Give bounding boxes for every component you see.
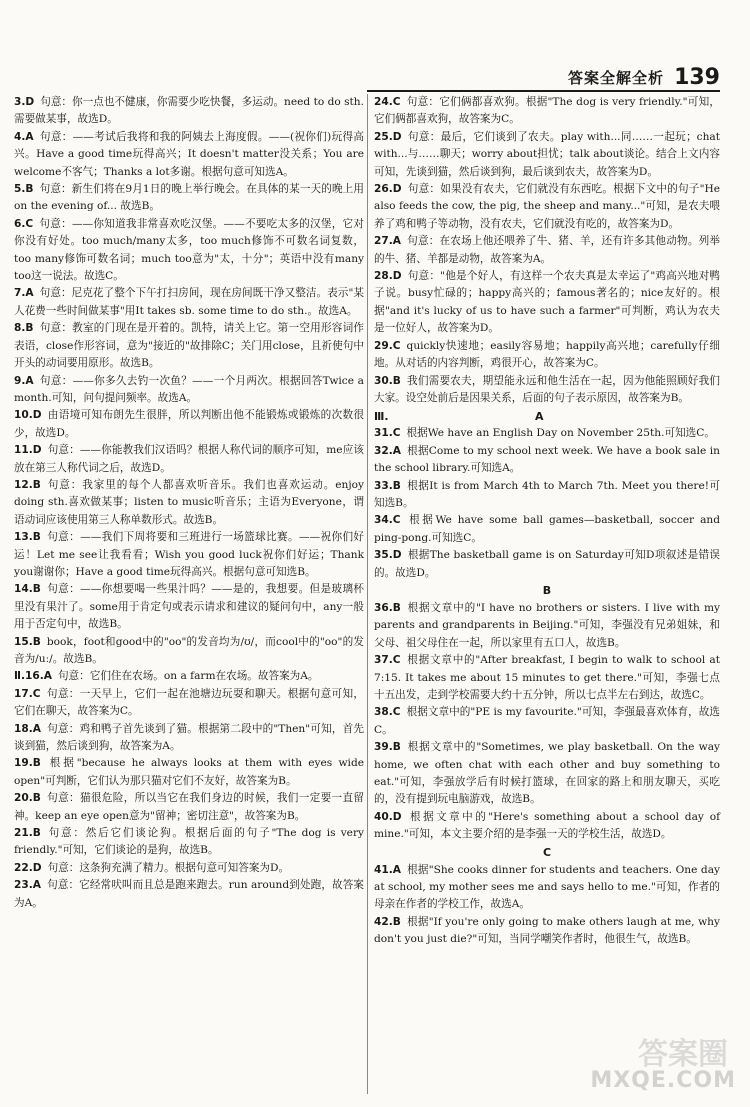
left-column xyxy=(14,94,364,912)
answer-text: 我们需要农夫，期望能永远和他生活在一起，因为他能照顾好我们大家。设空处前后是因果关系，后面的句子表示原因，故答案为B。 xyxy=(374,374,720,404)
answer-entry xyxy=(374,233,720,268)
answer-text: 根据"She cooks dinner for students and teachers. One day at school, my mother sees me and says hello to me."可知，作者的母亲在作者的学校工作，故选A。 xyxy=(374,863,720,911)
sub-heading: B xyxy=(542,583,552,597)
answer-entry xyxy=(14,686,364,721)
answer-text: 句意：它经常吠叫而且总是跑来跑去。run around到处跑，故答案为A。 xyxy=(14,879,364,909)
section-heading xyxy=(374,407,720,425)
answer-entry xyxy=(14,581,364,633)
answer-entry xyxy=(14,529,364,581)
answer-entry xyxy=(374,809,720,844)
answer-text: 根据We have some ball games—basketball, soccer and ping-pong.可知选C。 xyxy=(374,514,720,544)
answer-entry xyxy=(374,652,720,704)
answer-number: 40.D xyxy=(374,810,402,823)
answer-number: 37.C xyxy=(374,654,401,667)
answer-number: 38.C xyxy=(374,706,401,719)
answer-number: 4.A xyxy=(14,130,34,143)
right-column xyxy=(374,94,720,949)
answer-number: 13.B xyxy=(14,531,41,544)
answer-text: 根据"because he always looks at them with eyes wide open"可判断，它们认为那只猫对它们不友好，故答案为B。 xyxy=(14,757,364,787)
answer-text: 句意：在农场上他还喂养了牛、猪、羊，还有许多其他动物。列举的牛、猪、羊都是动物，故答案为A。 xyxy=(374,235,720,265)
page-number: 139 xyxy=(674,64,720,90)
answer-entry xyxy=(14,442,364,477)
answer-text: 句意：——你能教我们汉语吗？根据人称代词的顺序可知，me应该放在第三人称代词之后，故选D。 xyxy=(14,444,364,474)
answer-text: 句意：——考试后我将和我的阿姨去上海度假。——(祝你们)玩得高兴。Have a good time玩得高兴；It doesn't matter没关系；You are welcome不客气；Thanks a lot多谢。根据句意可知选A。 xyxy=(14,130,364,178)
answer-text: 句意：教室的门现在是开着的。凯特，请关上它。第一空用形容词作表语，close作形容词，意为"接近的"故排除C；关门用close，且祈使句中开头的动词要用原形。故选B。 xyxy=(14,322,364,370)
answer-text: 根据文章中的"I have no brothers or sisters. I live with my parents and grandparents in Beijing."可知，李强没有兄弟姐妹，和父母、祖父母住在一起，所以家里有五口人，故选B。 xyxy=(374,601,720,649)
answer-entry xyxy=(374,338,720,373)
answer-entry xyxy=(374,373,720,408)
answer-number: 30.B xyxy=(374,374,401,387)
answer-number: 10.D xyxy=(14,409,42,422)
answer-number: 21.B xyxy=(14,827,41,840)
answer-text: 句意：你一点也不健康，你需要少吃快餐，多运动。need to do sth.需要做某事，故选D。 xyxy=(14,96,364,126)
answer-text: 根据The basketball game is on Saturday可知D项叙述是错误的。故选D。 xyxy=(374,549,720,579)
answer-text: 根据文章中的"After breakfast, I begin to walk to school at 7:15. It takes me about 15 minutes to get there."可知，李强七点十五出发，走到学校需要大约十五分钟，所以七点半左右到达，故选C。 xyxy=(374,654,720,701)
answer-text: quickly快速地；easily容易地；happily高兴地；carefully仔细地。从对话的内容判断，鸡很开心，故答案为C。 xyxy=(374,339,720,370)
answer-text: 根据Come to my school next week. We have a book sale in the school library.可知选A。 xyxy=(374,444,720,475)
answer-text: 句意：——你多久去钓一次鱼？——一个月两次。根据回答Twice a month.可知，问句提问频率。故选A。 xyxy=(14,374,364,404)
answer-text: book，foot和good中的"oo"的发音均为/ʊ/，而cool中的"oo"的发音为/uː/。故选B。 xyxy=(14,635,364,665)
answer-number: 5.B xyxy=(14,183,34,196)
answer-number: 26.D xyxy=(374,183,402,196)
answer-entry xyxy=(374,547,720,582)
answer-number: 20.B xyxy=(14,792,41,805)
answer-number: Ⅱ.16.A xyxy=(14,670,52,683)
answer-entry xyxy=(14,825,364,860)
answer-text: 句意：尼克花了整个下午打扫房间，现在房间既干净又整洁。表示"某人花费一些时间做某事"用It takes sb. some time to do sth.。故选A。 xyxy=(14,287,364,317)
answer-number: 3.D xyxy=(14,96,35,108)
answer-entry xyxy=(14,129,364,181)
answer-entry xyxy=(14,407,364,442)
answer-number: 22.D xyxy=(14,861,42,874)
answer-entry xyxy=(14,181,364,216)
answer-number: 35.D xyxy=(374,549,402,562)
page-header xyxy=(380,62,720,92)
answer-number: 23.A xyxy=(14,879,41,892)
header-title: 答案全解全析 xyxy=(568,68,665,87)
answer-number: 36.B xyxy=(374,601,401,614)
answer-entry xyxy=(374,478,720,513)
answer-number: 7.A xyxy=(14,287,34,300)
answer-entry xyxy=(374,425,720,442)
answer-number: 27.A xyxy=(374,235,401,248)
column-divider xyxy=(367,94,368,1094)
answer-entry xyxy=(374,268,720,338)
answer-text: 句意：鸡和鸭子首先谈到了猫。根据第二段中的"Then"可知，首先谈到猫，然后谈到狗，故答案为A。 xyxy=(14,722,364,753)
answer-text: 由语境可知布朗先生很胖，所以判断出他不能锻炼或锻炼的次数很少，故选D。 xyxy=(14,409,364,439)
section-number: Ⅲ. xyxy=(374,409,389,423)
answer-text: 句意：——我们下周将要和三班进行一场篮球比赛。——祝你们好运！Let me see让我看看；Wish you good luck祝你们好运；Thank you谢谢你；Have a good time玩得高兴。根据句意可知选B。 xyxy=(14,531,364,578)
answer-entry xyxy=(14,94,364,129)
answer-entry xyxy=(14,668,364,685)
answer-entry xyxy=(14,477,364,529)
answer-text: 句意："他是个好人，有这样一个农夫真是太幸运了"鸡高兴地对鸭子说。busy忙碌的；happy高兴的；famous著名的；nice友好的。根据"and it's lucky of us to have such a farmer"可判断，鸡认为农夫是一位好人，故答案为D。 xyxy=(374,270,720,335)
answer-entry xyxy=(374,739,720,809)
answer-entry xyxy=(14,877,364,912)
answer-number: 41.A xyxy=(374,863,401,876)
answer-entry xyxy=(14,755,364,790)
answer-number: 12.B xyxy=(14,478,41,491)
answer-number: 42.B xyxy=(374,915,401,928)
answer-entry xyxy=(14,285,364,320)
answer-text: 根据文章中的"Sometimes, we play basketball. On the way home, we often chat with each other and buy something to eat."可知，李强放学后有时候打篮球，在回家的路上和朋友聊天，买吃的，没有提到玩电脑游戏，故选B。 xyxy=(374,741,720,806)
answer-number: 15.B xyxy=(14,635,41,648)
answer-text: 句意：这条狗充满了精力。根据句意可知答案为D。 xyxy=(47,861,290,874)
answer-text: 句意：如果没有农夫，它们就没有东西吃。根据下文中的句子"He also feeds the cow, the pig, the sheep and many..."可知，是农夫喂养了鸡和鸭子等动物，没有农夫，它们就没有吃的，故答案为D。 xyxy=(374,183,720,230)
section-letter: A xyxy=(535,409,544,423)
answer-entry xyxy=(374,704,720,739)
answer-entry xyxy=(14,634,364,669)
answer-text: 根据文章中的"Here's something about a school day of mine."可知，本文主要介绍的是李强一天的学校生活，故选D。 xyxy=(374,810,720,841)
answer-text: 句意：——你想要喝一些果汁吗？——是的，我想要。但是玻璃杯里没有果汁了。some用于肯定句或表示请求和建议的疑问句中，any一般用于否定句中，故选B。 xyxy=(14,583,364,631)
answer-entry xyxy=(374,129,720,181)
answer-text: 句意：最后，它们谈到了农夫。play with...同……一起玩；chat with...与……聊天；worry about担忧；talk about谈论。结合上文内容可知，先谈到猫，然后谈到狗，最后谈到农夫，故答案为D。 xyxy=(374,130,720,178)
answer-number: 25.D xyxy=(374,130,402,143)
answer-text: 句意：然后它们谈论狗。根据后面的句子"The dog is very friendly."可知，它们谈论的是狗，故选B。 xyxy=(14,827,364,857)
answer-entry xyxy=(14,860,364,877)
answer-entry xyxy=(374,512,720,547)
answer-text: 句意：它们俩都喜欢狗。根据"The dog is very friendly."可知，它们俩都喜欢狗，故答案为C。 xyxy=(374,96,720,126)
answer-number: 9.A xyxy=(14,374,34,387)
answer-text: 根据"If you're only going to make others laugh at me, why don't you just die?"可知，当同学嘲笑作者时，他很生气，故选B。 xyxy=(374,915,720,946)
answer-number: 39.B xyxy=(374,741,401,754)
answer-text: 句意：——你知道我非常喜欢吃汉堡。——不要吃太多的汉堡，它对你没有好处。too much/many太多，too much修饰不可数名词复数，too many修饰可数名词；much too意为"太，十分"；英语中没有many too这一说法。故选C。 xyxy=(14,217,364,283)
answer-number: 8.B xyxy=(14,322,34,335)
answer-entry xyxy=(14,320,364,372)
answer-text: 句意：新生们将在9月1日的晚上举行晚会。在具体的某一天的晚上用on the evening of... 故选B。 xyxy=(14,183,364,213)
answer-text: 根据It is from March 4th to March 7th. Meet you there!可知选B。 xyxy=(374,479,720,509)
answer-entry xyxy=(14,373,364,408)
answer-entry xyxy=(374,862,720,914)
answer-number: 24.C xyxy=(374,96,401,108)
answer-entry xyxy=(374,600,720,652)
answer-text: 句意：猫很危险，所以当它在我们身边的时候，我们一定要一直留神。keep an eye open意为"留神；密切注意"，故答案为B。 xyxy=(14,792,364,822)
answer-entry xyxy=(14,216,364,286)
answer-text: 句意：它们住在农场。on a farm在农场。故答案为A。 xyxy=(57,670,319,683)
answer-number: 6.C xyxy=(14,217,34,230)
answer-text: 根据文章中的"PE is my favourite."可知，李强最喜欢体育，故选C。 xyxy=(374,706,720,736)
answer-text: 句意：我家里的每个人都喜欢听音乐。我们也喜欢运动。enjoy doing sth.喜欢做某事；listen to music听音乐；主语为Everyone，谓语动词应该使用第三人称单数形式。故选B。 xyxy=(14,478,364,526)
answer-text: 根据We have an English Day on November 25th.可知选C。 xyxy=(406,427,715,440)
watermark-logo xyxy=(586,1029,736,1093)
answer-number: 34.C xyxy=(374,514,401,527)
answer-number: 32.A xyxy=(374,444,401,457)
watermark-en: MXQE.COM xyxy=(590,1068,736,1093)
answer-entry xyxy=(14,790,364,825)
answer-number: 18.A xyxy=(14,722,41,735)
answer-number: 11.D xyxy=(14,444,42,457)
answer-text: 句意：一天早上，它们一起在池塘边玩耍和聊天。根据句意可知，它们在聊天，故答案为C。 xyxy=(14,687,364,718)
answer-entry xyxy=(14,721,364,756)
watermark-cn: 答案圈 xyxy=(638,1037,728,1072)
answer-number: 29.C xyxy=(374,339,401,352)
answer-entry xyxy=(374,914,720,949)
answer-number: 17.C xyxy=(14,687,41,700)
answer-number: 14.B xyxy=(14,583,41,596)
answer-number: 28.D xyxy=(374,270,402,283)
header-rule xyxy=(367,90,720,92)
answer-number: 31.C xyxy=(374,427,401,440)
answer-number: 19.B xyxy=(14,757,41,770)
sub-heading: C xyxy=(542,845,552,859)
answer-entry xyxy=(374,443,720,478)
answer-entry xyxy=(374,94,720,129)
answer-entry xyxy=(374,181,720,233)
answer-number: 33.B xyxy=(374,479,401,492)
